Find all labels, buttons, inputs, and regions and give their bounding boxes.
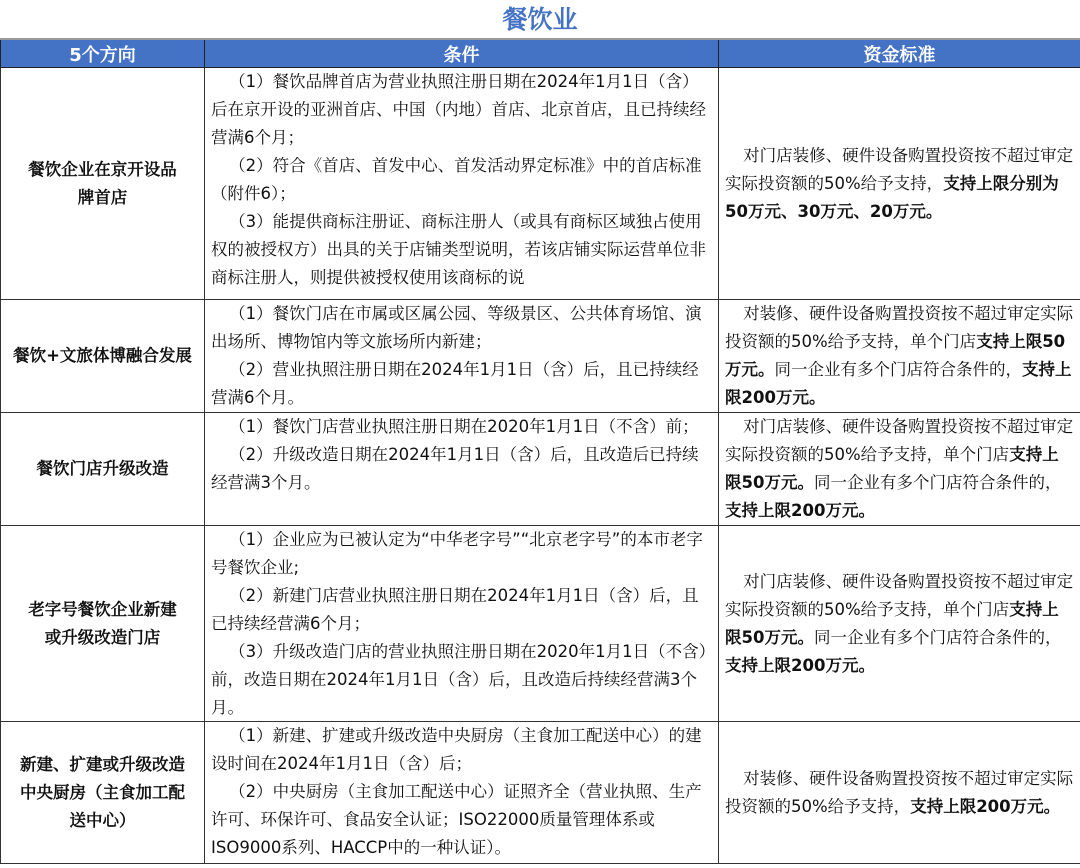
funding-limit-text: 支持上限50万元。 bbox=[725, 332, 1066, 379]
table-header bbox=[1, 39, 1080, 68]
condition-item: （1）餐饮品牌首店为营业执照注册日期在2024年1月1日（含）后在京开设的亚洲首店、中国（内地）首店、北京首店，且已持续经营满6个月； bbox=[211, 72, 706, 147]
funding-cell bbox=[719, 722, 1080, 864]
direction-cell bbox=[1, 68, 205, 300]
conditions-cell bbox=[205, 722, 719, 864]
table-row bbox=[1, 526, 1080, 722]
condition-item: （2）中央厨房（主食加工配送中心）证照齐全（营业执照、生产许可、环保许可、食品安全认证；ISO22000质量管理体系或ISO9000系列、HACCP中的一种认证）。 bbox=[211, 782, 702, 857]
condition-item: （3）升级改造门店的营业执照注册日期在2020年1月1日（不含）前，改造日期在2024年1月1日（含）后，且改造后持续经营满3个月。 bbox=[211, 642, 707, 717]
funding-text: 对门店装修、硬件设备购置投资按不超过审定实际投资额的50%给予支持，单个门店 bbox=[725, 571, 1074, 619]
funding-text: 对装修、硬件设备购置投资按不超过审定实际投资额的50%给予支持，单个门店 bbox=[725, 304, 1074, 351]
condition-item: （1）企业应为已被认定为“中华老字号”“北京老字号”的本市老字号餐饮企业; bbox=[211, 530, 703, 577]
table-row bbox=[1, 722, 1080, 864]
funding-cell bbox=[719, 68, 1080, 300]
direction-text: 新建、扩建或升级改造中央厨房（主食加工配送中心） bbox=[20, 754, 185, 830]
funding-text: 同一企业有多个门店符合条件的， bbox=[813, 473, 1062, 492]
header-conditions: 条件 bbox=[205, 39, 719, 68]
table-row bbox=[1, 413, 1080, 526]
conditions-cell bbox=[205, 300, 719, 413]
table-row bbox=[1, 68, 1080, 300]
header-direction: 5个方向 bbox=[1, 39, 205, 68]
table-row bbox=[1, 300, 1080, 413]
header-funding: 资金标准 bbox=[719, 39, 1080, 68]
funding-limit-text: 支持上限200万元。 bbox=[725, 360, 1072, 407]
funding-text: 对门店装修、硬件设备购置投资按不超过审定实际投资额的50%给予支持，单个门店 bbox=[725, 417, 1074, 464]
funding-limit-text: 支持上限分别为50万元、30万元、20万元。 bbox=[725, 173, 1059, 221]
funding-text: 对门店装修、硬件设备购置投资按不超过审定实际投资额的50%给予支持， bbox=[725, 145, 1074, 193]
funding-limit-text: 支持上限200万元。 bbox=[725, 655, 875, 675]
condition-item: （1）新建、扩建或升级改造中央厨房（主食加工配送中心）的建设时间在2024年1月1日（含）后； bbox=[211, 726, 702, 773]
condition-item: （2）符合《首店、首发中心、首发活动界定标准》中的首店标准（附件6）； bbox=[211, 156, 702, 203]
direction-cell bbox=[1, 526, 205, 722]
condition-item: （2）升级改造日期在2024年1月1日（含）后，且改造后已持续经营满3个月。 bbox=[211, 445, 699, 492]
funding-cell bbox=[719, 413, 1080, 526]
page-title: 餐饮业 bbox=[502, 5, 578, 34]
direction-cell bbox=[1, 300, 205, 413]
funding-cell bbox=[719, 300, 1080, 413]
funding-limit-text: 支持上限50万元。 bbox=[725, 599, 1059, 647]
direction-text: 餐饮企业在京开设品牌首店 bbox=[28, 159, 177, 207]
funding-text: 对装修、硬件设备购置投资按不超过审定实际投资额的50%给予支持， bbox=[725, 768, 1074, 816]
conditions-cell bbox=[205, 68, 719, 300]
condition-item: （1）餐饮门店在市属或区属公园、等级景区、公共体育场馆、演出场所、博物馆内等文旅场所内新建； bbox=[211, 304, 702, 351]
direction-cell bbox=[1, 722, 205, 864]
direction-text: 餐饮门店升级改造 bbox=[36, 459, 169, 478]
funding-limit-text: 支持上限200万元。 bbox=[910, 796, 1061, 816]
condition-item: （1）餐饮门店营业执照注册日期在2020年1月1日（不含）前； bbox=[229, 417, 699, 436]
funding-limit-text: 支持上限200万元。 bbox=[725, 501, 875, 520]
funding-cell bbox=[719, 526, 1080, 722]
policy-table bbox=[0, 38, 1080, 864]
direction-text: 老字号餐饮企业新建或升级改造门店 bbox=[28, 599, 177, 647]
condition-item: （2）营业执照注册日期在2024年1月1日（含）后，且已持续经营满6个月。 bbox=[211, 360, 699, 407]
condition-item: （2）新建门店营业执照注册日期在2024年1月1日（含）后，且已持续经营满6个月； bbox=[211, 586, 699, 633]
funding-limit-text: 支持上限50万元。 bbox=[725, 445, 1059, 492]
funding-text: 同一企业有多个门店符合条件的， bbox=[813, 627, 1062, 647]
funding-text: 同一企业有多个门店符合条件的， bbox=[774, 360, 1022, 379]
conditions-cell bbox=[205, 413, 719, 526]
direction-text: 餐饮+文旅体博融合发展 bbox=[13, 346, 192, 365]
direction-cell bbox=[1, 413, 205, 526]
conditions-cell bbox=[205, 526, 719, 722]
condition-item: （3）能提供商标注册证、商标注册人（或具有商标区域独占使用权的被授权方）出具的关于店铺类型说明，若该店铺实际运营单位非商标注册人，则提供被授权使用该商标的说 bbox=[211, 212, 706, 287]
